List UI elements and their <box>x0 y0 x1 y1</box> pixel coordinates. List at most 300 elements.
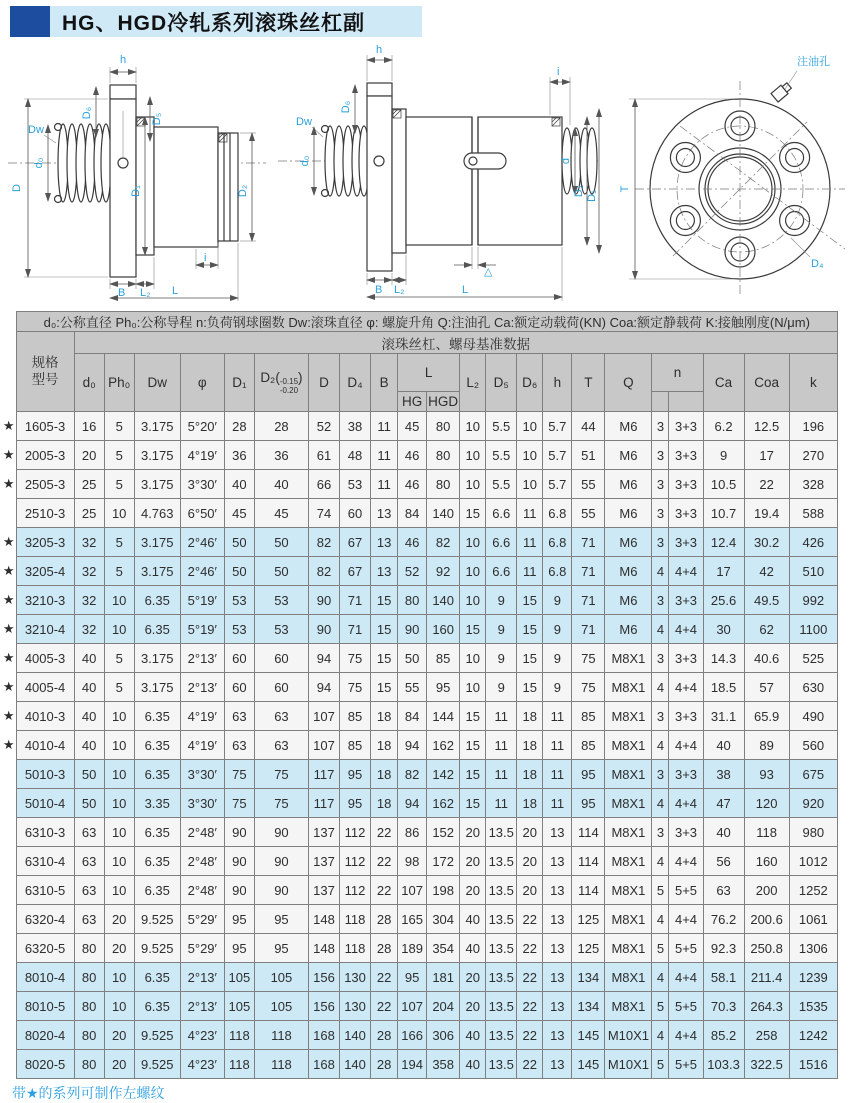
cell-Dw: 4.763 <box>134 499 180 528</box>
cell-Q: M8X1 <box>605 992 652 1021</box>
cell-L2: 40 <box>460 1050 486 1079</box>
cell-n1: 4 <box>652 731 669 760</box>
cell-n2: 3+3 <box>669 760 703 789</box>
table-row <box>2 992 838 1021</box>
cell-d0: 63 <box>74 847 104 876</box>
cell-D2: 95 <box>254 934 308 963</box>
dim-label-D: D <box>11 184 23 192</box>
cell-Dw: 6.35 <box>134 731 180 760</box>
cell-D: 94 <box>308 673 339 702</box>
cell-D4: 112 <box>340 876 371 905</box>
cell-D2: 75 <box>254 760 308 789</box>
cell-D: 52 <box>308 412 339 441</box>
cell-n1: 4 <box>652 673 669 702</box>
cell-n2: 3+3 <box>669 499 703 528</box>
cell-Q: M8X1 <box>605 963 652 992</box>
cell-HGD: 306 <box>427 1021 460 1050</box>
cell-D5: 13.5 <box>486 876 517 905</box>
cell-d0: 32 <box>74 615 104 644</box>
page-title: HG、HGD冷轧系列滚珠丝杠副 <box>62 11 366 35</box>
cell-D1: 90 <box>224 847 254 876</box>
cell-Ca: 76.2 <box>703 905 744 934</box>
cell-D4: 130 <box>340 992 371 1021</box>
cell-HG: 90 <box>398 615 427 644</box>
cell-D4: 67 <box>340 557 371 586</box>
cell-n2: 3+3 <box>669 644 703 673</box>
cell-n2: 3+3 <box>669 528 703 557</box>
cell-D6: 20 <box>517 876 543 905</box>
cell-Q: M8X1 <box>605 789 652 818</box>
cell-D1: 95 <box>224 905 254 934</box>
cell-Coa: 120 <box>744 789 789 818</box>
cell-D: 156 <box>308 963 339 992</box>
table-row <box>2 847 838 876</box>
cell-HG: 94 <box>398 789 427 818</box>
cell-Dw: 3.175 <box>134 644 180 673</box>
star-marker: ★ <box>2 528 16 557</box>
spec-table-wrap <box>0 311 850 1079</box>
col-D6: D₆ <box>517 354 543 412</box>
cell-d0: 80 <box>74 1021 104 1050</box>
cell-Ca: 38 <box>703 760 744 789</box>
cell-D6: 22 <box>517 934 543 963</box>
cell-Q: M6 <box>605 615 652 644</box>
cell-T: 114 <box>572 876 605 905</box>
cell-HG: 84 <box>398 702 427 731</box>
cell-D5: 11 <box>486 702 517 731</box>
cell-B: 18 <box>371 702 398 731</box>
cell-Ph0: 5 <box>104 673 134 702</box>
legend-text: d₀:公称直径 Ph₀:公称导程 n:负荷钢球圈数 Dw:滚珠直径 φ: 螺旋升角 Q:注油孔 Ca:额定动载荷(KN) Coa:额定静载荷 K:接触刚度(N/μm) <box>16 312 837 332</box>
cell-D2: 60 <box>254 644 308 673</box>
cell-k: 675 <box>789 760 837 789</box>
cell-HG: 82 <box>398 760 427 789</box>
table-row <box>2 905 838 934</box>
cell-B: 28 <box>371 1050 398 1079</box>
cell-D1: 36 <box>224 441 254 470</box>
cell-d0: 32 <box>74 528 104 557</box>
cell-d0: 40 <box>74 673 104 702</box>
cell-D6: 15 <box>517 586 543 615</box>
cell-Ph0: 20 <box>104 905 134 934</box>
cell-n2: 3+3 <box>669 818 703 847</box>
col-h: h <box>543 354 572 412</box>
cell-B: 28 <box>371 934 398 963</box>
cell-D2: 50 <box>254 528 308 557</box>
cell-L2: 40 <box>460 934 486 963</box>
cell-HGD: 198 <box>427 876 460 905</box>
cell-D5: 13.5 <box>486 905 517 934</box>
cell-Ca: 30 <box>703 615 744 644</box>
col-n: n <box>652 354 703 392</box>
star-marker: ★ <box>2 586 16 615</box>
cell-n1: 3 <box>652 760 669 789</box>
cell-d0: 32 <box>74 557 104 586</box>
cell-Ph0: 5 <box>104 470 134 499</box>
cell-Dw: 6.35 <box>134 847 180 876</box>
cell-model: 3210-4 <box>16 615 74 644</box>
cell-L2: 10 <box>460 528 486 557</box>
cell-n2: 4+4 <box>669 615 703 644</box>
cell-Ph0: 10 <box>104 499 134 528</box>
cell-D1: 50 <box>224 528 254 557</box>
cell-model: 8020-4 <box>16 1021 74 1050</box>
cell-n1: 4 <box>652 789 669 818</box>
cell-Q: M8X1 <box>605 847 652 876</box>
cell-phi: 3°30′ <box>180 789 224 818</box>
screw-thread-left <box>322 126 370 197</box>
cell-D6: 18 <box>517 702 543 731</box>
middle-drawing-double-nut <box>272 41 605 303</box>
cell-D5: 9 <box>486 673 517 702</box>
cell-Ph0: 20 <box>104 1021 134 1050</box>
cell-phi: 2°13′ <box>180 963 224 992</box>
cell-d0: 32 <box>74 586 104 615</box>
cell-D4: 85 <box>340 731 371 760</box>
cell-Coa: 57 <box>744 673 789 702</box>
cell-HG: 46 <box>398 470 427 499</box>
cell-n1: 3 <box>652 586 669 615</box>
group-header-row <box>2 332 838 354</box>
cell-T: 85 <box>572 702 605 731</box>
cell-D6: 22 <box>517 963 543 992</box>
cell-T: 71 <box>572 528 605 557</box>
cell-D5: 9 <box>486 586 517 615</box>
cell-L2: 15 <box>460 760 486 789</box>
cell-Ca: 56 <box>703 847 744 876</box>
cell-D6: 18 <box>517 789 543 818</box>
cell-Dw: 6.35 <box>134 992 180 1021</box>
cell-HGD: 140 <box>427 499 460 528</box>
cell-h: 11 <box>543 731 572 760</box>
cell-T: 71 <box>572 615 605 644</box>
star-marker: ★ <box>2 673 16 702</box>
dim-label-B: B <box>118 287 126 299</box>
cell-Ph0: 10 <box>104 963 134 992</box>
cell-D1: 53 <box>224 586 254 615</box>
table-row <box>2 934 838 963</box>
cell-model: 8010-5 <box>16 992 74 1021</box>
cell-HG: 166 <box>398 1021 427 1050</box>
star-marker <box>2 963 16 992</box>
table-row <box>2 470 838 499</box>
cell-Dw: 3.175 <box>134 528 180 557</box>
cell-Ph0: 10 <box>104 586 134 615</box>
cell-phi: 3°30′ <box>180 470 224 499</box>
cell-D: 117 <box>308 789 339 818</box>
cell-Dw: 3.175 <box>134 673 180 702</box>
cell-HGD: 85 <box>427 644 460 673</box>
cell-HG: 52 <box>398 557 427 586</box>
table-head <box>2 312 838 412</box>
cell-HG: 86 <box>398 818 427 847</box>
col-D: D <box>308 354 339 412</box>
cell-D5: 6.6 <box>486 499 517 528</box>
cell-Dw: 9.525 <box>134 934 180 963</box>
cell-model: 6310-4 <box>16 847 74 876</box>
nut-body-2 <box>478 117 562 245</box>
cell-model: 4010-3 <box>16 702 74 731</box>
flange-tab <box>110 85 136 99</box>
cell-D6: 18 <box>517 760 543 789</box>
cell-Ph0: 5 <box>104 412 134 441</box>
cell-L2: 10 <box>460 557 486 586</box>
cell-model: 3210-3 <box>16 586 74 615</box>
cell-D: 137 <box>308 818 339 847</box>
cell-HGD: 358 <box>427 1050 460 1079</box>
dim-label-d0: d₀ <box>33 157 45 169</box>
cell-D1: 90 <box>224 876 254 905</box>
cell-d0: 16 <box>74 412 104 441</box>
cell-D4: 53 <box>340 470 371 499</box>
cell-D4: 75 <box>340 644 371 673</box>
col-Coa: Coa <box>744 354 789 412</box>
cell-Ph0: 10 <box>104 615 134 644</box>
legend-row <box>2 312 838 332</box>
cell-phi: 4°23′ <box>180 1050 224 1079</box>
cell-d0: 25 <box>74 470 104 499</box>
cell-D5: 5.5 <box>486 470 517 499</box>
col-B: B <box>371 354 398 412</box>
cell-Q: M8X1 <box>605 876 652 905</box>
footer-note: 带★的系列可制作左螺纹 <box>12 1085 165 1101</box>
group-header: 滚珠丝杠、螺母基准数据 <box>74 332 837 354</box>
cell-B: 22 <box>371 876 398 905</box>
cell-Ca: 9 <box>703 441 744 470</box>
cell-D2: 28 <box>254 412 308 441</box>
cell-n1: 3 <box>652 441 669 470</box>
cell-Ph0: 20 <box>104 1050 134 1079</box>
cell-HG: 80 <box>398 586 427 615</box>
cell-n2: 5+5 <box>669 876 703 905</box>
table-row <box>2 702 838 731</box>
cell-Ca: 40 <box>703 731 744 760</box>
cell-h: 6.8 <box>543 557 572 586</box>
table-row <box>2 1050 838 1079</box>
cell-L2: 10 <box>460 644 486 673</box>
cell-Ca: 85.2 <box>703 1021 744 1050</box>
table-row <box>2 673 838 702</box>
cell-HG: 95 <box>398 963 427 992</box>
cell-D6: 22 <box>517 905 543 934</box>
cell-model: 6310-3 <box>16 818 74 847</box>
cell-h: 6.8 <box>543 528 572 557</box>
cell-L2: 40 <box>460 905 486 934</box>
star-marker <box>2 1050 16 1079</box>
cell-HG: 194 <box>398 1050 427 1079</box>
cell-model: 8020-5 <box>16 1050 74 1079</box>
dim-label-L2: L₂ <box>140 287 151 299</box>
cell-Q: M6 <box>605 586 652 615</box>
star-marker <box>2 760 16 789</box>
cell-Coa: 17 <box>744 441 789 470</box>
cell-Dw: 3.35 <box>134 789 180 818</box>
cell-Q: M6 <box>605 412 652 441</box>
cell-T: 114 <box>572 818 605 847</box>
cell-D1: 45 <box>224 499 254 528</box>
cell-k: 1239 <box>789 963 837 992</box>
cell-h: 13 <box>543 1021 572 1050</box>
cell-T: 145 <box>572 1050 605 1079</box>
col-T: T <box>572 354 605 412</box>
cell-HG: 165 <box>398 905 427 934</box>
cell-B: 13 <box>371 528 398 557</box>
cell-HG: 98 <box>398 847 427 876</box>
cell-B: 11 <box>371 470 398 499</box>
cell-d0: 25 <box>74 499 104 528</box>
cell-D5: 9 <box>486 644 517 673</box>
cell-Q: M8X1 <box>605 644 652 673</box>
col-spec: 规格 型号 <box>16 332 74 412</box>
cell-L2: 20 <box>460 992 486 1021</box>
cell-HG: 46 <box>398 441 427 470</box>
cell-HGD: 80 <box>427 470 460 499</box>
cell-k: 1252 <box>789 876 837 905</box>
cell-k: 525 <box>789 644 837 673</box>
dim-label-D6: D₆ <box>340 100 352 114</box>
cell-HGD: 82 <box>427 528 460 557</box>
cell-D4: 118 <box>340 905 371 934</box>
star-marker <box>2 1021 16 1050</box>
cell-B: 18 <box>371 760 398 789</box>
cell-D: 90 <box>308 586 339 615</box>
cell-model: 4005-4 <box>16 673 74 702</box>
cell-n2: 5+5 <box>669 934 703 963</box>
cell-d0: 40 <box>74 731 104 760</box>
cell-Dw: 3.175 <box>134 412 180 441</box>
cell-k: 426 <box>789 528 837 557</box>
star-marker <box>2 499 16 528</box>
cell-Coa: 200 <box>744 876 789 905</box>
cell-L2: 10 <box>460 441 486 470</box>
col-D2: D₂( -0.15 -0.20 ) <box>254 354 308 412</box>
dim-label-i: i <box>204 252 207 264</box>
cell-Coa: 12.5 <box>744 412 789 441</box>
cell-D4: 75 <box>340 673 371 702</box>
table-row <box>2 586 838 615</box>
cell-n1: 3 <box>652 499 669 528</box>
cell-D5: 11 <box>486 760 517 789</box>
cell-D: 148 <box>308 905 339 934</box>
dim-label-D6: D₆ <box>81 106 93 120</box>
cell-D: 90 <box>308 615 339 644</box>
nut-step <box>392 109 406 253</box>
cell-Q: M8X1 <box>605 673 652 702</box>
cell-HGD: 80 <box>427 441 460 470</box>
cell-D5: 9 <box>486 615 517 644</box>
cell-h: 9 <box>543 615 572 644</box>
cell-Dw: 6.35 <box>134 615 180 644</box>
cell-n2: 5+5 <box>669 992 703 1021</box>
cell-k: 980 <box>789 818 837 847</box>
star-marker: ★ <box>2 702 16 731</box>
cell-n2: 3+3 <box>669 470 703 499</box>
cell-L2: 15 <box>460 615 486 644</box>
cell-Ca: 31.1 <box>703 702 744 731</box>
cell-B: 15 <box>371 644 398 673</box>
cell-D6: 18 <box>517 731 543 760</box>
cell-T: 125 <box>572 934 605 963</box>
cell-D2: 75 <box>254 789 308 818</box>
cell-D: 117 <box>308 760 339 789</box>
cell-k: 1100 <box>789 615 837 644</box>
dim-label-D1: D₁ <box>130 185 142 197</box>
cell-T: 75 <box>572 673 605 702</box>
cell-Q: M6 <box>605 499 652 528</box>
cell-L2: 20 <box>460 818 486 847</box>
cell-D1: 75 <box>224 789 254 818</box>
cell-model: 3205-4 <box>16 557 74 586</box>
cell-D1: 95 <box>224 934 254 963</box>
cell-B: 18 <box>371 731 398 760</box>
cell-Coa: 264.3 <box>744 992 789 1021</box>
cell-D4: 140 <box>340 1050 371 1079</box>
cell-D1: 105 <box>224 963 254 992</box>
cell-D2: 105 <box>254 992 308 1021</box>
table-row <box>2 1021 838 1050</box>
cell-Q: M8X1 <box>605 702 652 731</box>
cell-k: 920 <box>789 789 837 818</box>
cell-HGD: 152 <box>427 818 460 847</box>
star-marker <box>2 905 16 934</box>
cell-Dw: 9.525 <box>134 1021 180 1050</box>
cell-n2: 4+4 <box>669 789 703 818</box>
col-D4: D₄ <box>340 354 371 412</box>
cell-k: 630 <box>789 673 837 702</box>
cell-T: 55 <box>572 470 605 499</box>
cell-n1: 4 <box>652 1021 669 1050</box>
cell-B: 11 <box>371 412 398 441</box>
cell-D2: 95 <box>254 905 308 934</box>
cell-k: 560 <box>789 731 837 760</box>
cell-T: 44 <box>572 412 605 441</box>
dim-label-L: L <box>172 285 179 297</box>
cell-Ca: 6.2 <box>703 412 744 441</box>
cell-Dw: 6.35 <box>134 876 180 905</box>
cell-d0: 50 <box>74 760 104 789</box>
cell-T: 51 <box>572 441 605 470</box>
cell-D2: 90 <box>254 847 308 876</box>
cell-D: 82 <box>308 557 339 586</box>
dim-label-B: B <box>375 284 383 296</box>
cell-Coa: 211.4 <box>744 963 789 992</box>
dim-label-Dw: Dw <box>296 116 312 128</box>
cell-D4: 95 <box>340 789 371 818</box>
cell-n2: 4+4 <box>669 963 703 992</box>
table-row <box>2 876 838 905</box>
cell-T: 71 <box>572 557 605 586</box>
cell-Dw: 6.35 <box>134 760 180 789</box>
cell-n2: 5+5 <box>669 1050 703 1079</box>
cell-HG: 55 <box>398 673 427 702</box>
cell-B: 15 <box>371 615 398 644</box>
cell-k: 270 <box>789 441 837 470</box>
cell-Dw: 9.525 <box>134 1050 180 1079</box>
cell-D1: 40 <box>224 470 254 499</box>
column-header-row <box>2 354 838 392</box>
cell-Ph0: 10 <box>104 760 134 789</box>
cell-Coa: 118 <box>744 818 789 847</box>
cell-D6: 10 <box>517 441 543 470</box>
cell-L2: 10 <box>460 673 486 702</box>
col-D1: D₁ <box>224 354 254 412</box>
cell-h: 13 <box>543 992 572 1021</box>
cell-n1: 3 <box>652 528 669 557</box>
technical-drawings <box>0 41 850 303</box>
cell-Dw: 3.175 <box>134 557 180 586</box>
cell-d0: 20 <box>74 441 104 470</box>
cell-model: 6310-5 <box>16 876 74 905</box>
